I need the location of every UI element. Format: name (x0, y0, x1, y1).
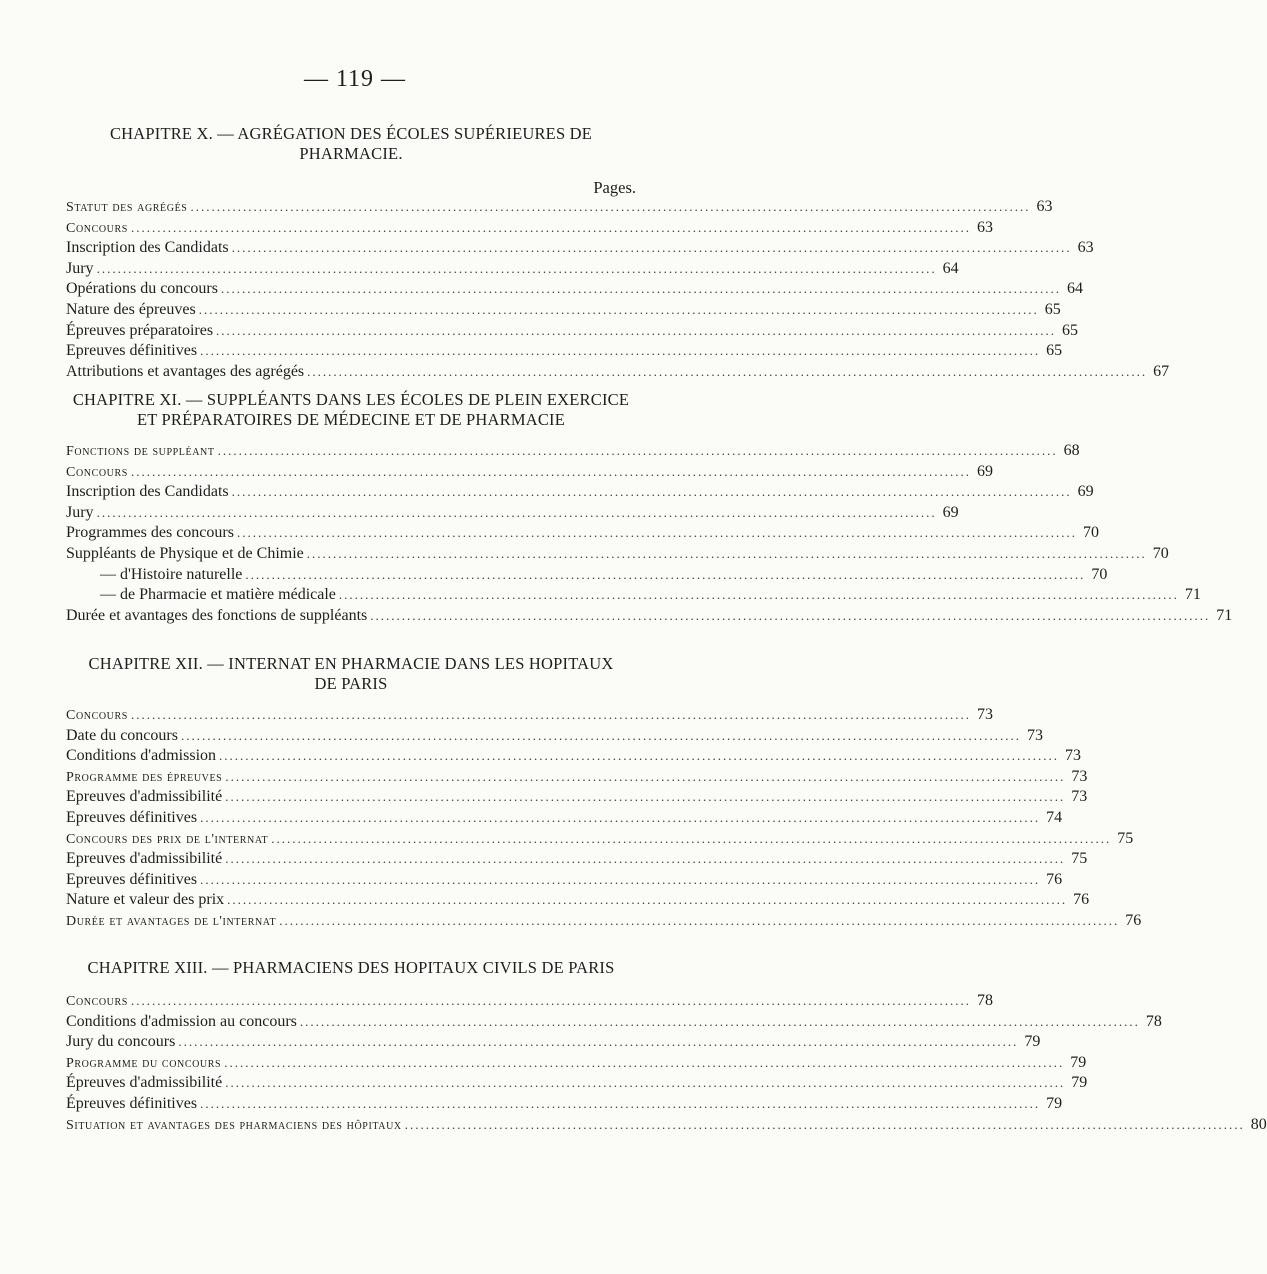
entry-label: Conditions d'admission au concours (66, 1012, 297, 1030)
entry-page-number: 73 (1026, 726, 1043, 744)
entry-label: Programme du concours (66, 1055, 222, 1071)
entry-label: Nature et valeur des prix (66, 891, 225, 909)
entry-page-number: 75 (1071, 850, 1088, 868)
entry-page-number: 74 (1046, 808, 1063, 826)
dot-leader: ................................................................................................................................................................ (245, 566, 1086, 582)
entry-label: Statut des agrégés (66, 200, 188, 215)
chapter-title (66, 390, 636, 430)
chapter-title (66, 124, 636, 164)
dot-leader: ................................................................................................................................................................ (225, 1075, 1066, 1091)
entry-label: Epreuves définitives (66, 870, 198, 888)
dot-leader: ................................................................................................................................................................ (216, 322, 1057, 338)
entry-label: Epreuves définitives (66, 342, 198, 360)
toc-entry (66, 1094, 1063, 1116)
chapter-xiii (66, 958, 1267, 1136)
dot-leader: ................................................................................................................................................................ (370, 607, 1211, 623)
chapter-title-line: CHAPITRE XIII. — PHARMACIENS DES HOPITAUX CIVILS DE PARIS (87, 958, 615, 977)
entry-label: Nature des épreuves (66, 300, 196, 318)
entry-page-number: 69 (1077, 483, 1094, 501)
entry-page-number: 79 (1071, 1074, 1088, 1092)
dot-leader: ................................................................................................................................................................ (178, 1034, 1019, 1050)
dot-leader: ................................................................................................................................................................ (200, 1095, 1041, 1111)
entry-page-number: 63 (1077, 239, 1094, 257)
toc-entry (66, 829, 1134, 851)
entry-label: Suppléants de Physique et de Chimie (66, 544, 304, 562)
dot-leader: ................................................................................................................................................................ (225, 789, 1066, 805)
entry-page-number: 70 (1152, 544, 1169, 562)
entry-page-number: 65 (1062, 321, 1079, 339)
toc-entry (66, 767, 1088, 789)
pages-label: Pages. (593, 178, 636, 197)
entry-label: Date du concours (66, 726, 178, 744)
entry-label: Épreuves préparatoires (66, 321, 214, 339)
entry-page-number: 64 (1066, 280, 1083, 298)
toc-entry (66, 808, 1063, 830)
dot-leader: ................................................................................................................................................................ (306, 545, 1147, 561)
toc-entry (66, 992, 993, 1013)
entry-page-number: 67 (1153, 362, 1170, 380)
entry-label: Inscription des Candidats (66, 483, 229, 501)
dot-leader: ................................................................................................................................................................ (338, 587, 1179, 603)
page-number: — 119 — (303, 66, 407, 92)
toc-entry (66, 1115, 1267, 1137)
dot-leader: ................................................................................................................................................................ (130, 993, 971, 1008)
toc-entry (66, 726, 1043, 748)
entry-page-number: 79 (1070, 1053, 1087, 1071)
chapter-x (66, 124, 1170, 383)
entry-page-number: 68 (1063, 442, 1080, 459)
toc-entry (66, 565, 1108, 587)
entry-label: Jury du concours (66, 1033, 176, 1051)
dot-leader: ................................................................................................................................................................ (231, 240, 1072, 256)
chapter-title-line: CHAPITRE XI. — SUPPLÉANTS DANS LES ÉCOLES DE PLEIN EXERCICE (72, 390, 630, 409)
entry-label: Programmes des concours (66, 524, 234, 542)
entry-page-number: 78 (1145, 1012, 1162, 1030)
entry-label: Concours (66, 708, 128, 723)
entry-label: Concours (66, 994, 128, 1009)
toc-entries (66, 992, 1267, 1136)
toc-entry (66, 911, 1142, 933)
entry-page-number: 73 (1065, 747, 1082, 765)
toc-entry (66, 218, 993, 240)
entry-label: Jury (66, 259, 94, 277)
entry-label: Fonctions de suppléant (66, 444, 215, 459)
dot-leader: ................................................................................................................................................................ (96, 504, 937, 520)
dot-leader: ................................................................................................................................................................ (130, 707, 971, 722)
dot-leader: ................................................................................................................................................................ (200, 343, 1041, 359)
toc-entry (66, 544, 1169, 566)
entry-page-number: 69 (976, 462, 993, 480)
toc-entry (66, 483, 1094, 504)
toc-entry (66, 342, 1063, 363)
toc-entry (66, 1012, 1162, 1034)
entry-page-number: 75 (1117, 829, 1134, 847)
entry-label: — de Pharmacie et matière médicale (100, 586, 336, 604)
toc-entry (66, 198, 1053, 219)
toc-entries (66, 442, 1233, 627)
entry-page-number: 63 (976, 218, 993, 236)
entry-page-number: 76 (1046, 870, 1063, 888)
chapter-title-line: ET PRÉPARATOIRES DE MÉDECINE ET DE PHARMACIE (136, 410, 566, 429)
dot-leader: ................................................................................................................................................................ (279, 912, 1120, 928)
entry-page-number: 73 (976, 706, 993, 723)
dot-leader: ................................................................................................................................................................ (219, 748, 1060, 764)
entry-page-number: 70 (1091, 565, 1108, 583)
entry-label: Concours (66, 464, 128, 480)
entry-page-number: 79 (1046, 1094, 1063, 1112)
dot-leader: ................................................................................................................................................................ (198, 301, 1039, 317)
entry-page-number: 80 (1250, 1115, 1267, 1133)
toc-entry (66, 850, 1088, 871)
entry-label: Jury (66, 503, 94, 521)
toc-entry (66, 462, 993, 484)
toc-entry (66, 606, 1233, 628)
toc-entry (66, 870, 1063, 892)
dot-leader: ................................................................................................................................................................ (404, 1116, 1245, 1132)
entry-page-number: 73 (1071, 767, 1088, 785)
toc-entry (66, 362, 1170, 384)
entry-label: Epreuves définitives (66, 808, 198, 826)
entry-label: Programme des épreuves (66, 769, 223, 785)
entry-page-number: 71 (1216, 606, 1233, 624)
entry-page-number: 63 (1036, 198, 1053, 215)
toc-entry (66, 321, 1079, 343)
dot-leader: ................................................................................................................................................................ (200, 871, 1041, 887)
chapter-title (66, 958, 636, 978)
toc-entry (66, 524, 1099, 545)
entry-label: Épreuves définitives (66, 1094, 198, 1112)
dot-leader: ................................................................................................................................................................ (307, 363, 1148, 379)
toc-entry (66, 1053, 1087, 1075)
toc-entry (66, 280, 1083, 301)
dot-leader: ................................................................................................................................................................ (180, 727, 1021, 743)
dot-leader: ................................................................................................................................................................ (130, 463, 971, 479)
toc-entry (66, 706, 993, 727)
chapter-xii (66, 654, 1142, 933)
entry-label: Attributions et avantages des agrégés (66, 362, 305, 380)
dot-leader: ................................................................................................................................................................ (224, 1054, 1065, 1070)
dot-leader: ................................................................................................................................................................ (200, 809, 1041, 825)
dot-leader: ................................................................................................................................................................ (96, 260, 937, 276)
toc-entry (66, 442, 1080, 463)
entry-label: Durée et avantages de l'internat (66, 913, 277, 929)
dot-leader: ................................................................................................................................................................ (225, 768, 1066, 784)
entry-label: Épreuves d'admissibilité (66, 1074, 223, 1092)
dot-leader: ................................................................................................................................................................ (227, 892, 1068, 908)
chapter-xi (66, 390, 1233, 627)
entry-label: Opérations du concours (66, 280, 218, 298)
entry-page-number: 69 (942, 503, 959, 521)
dot-leader: ................................................................................................................................................................ (217, 443, 1058, 458)
chapter-title-line: CHAPITRE XII. — INTERNAT EN PHARMACIE DANS LES HOPITAUX (88, 654, 614, 673)
entry-label: Epreuves d'admissibilité (66, 850, 223, 868)
chapter-title (66, 654, 636, 694)
toc-entries (66, 706, 1142, 933)
entry-label: Inscription des Candidats (66, 239, 229, 257)
entry-page-number: 76 (1125, 911, 1142, 929)
entry-page-number: 78 (976, 992, 993, 1009)
entry-label: Conditions d'admission (66, 747, 217, 765)
toc-entry (66, 300, 1061, 322)
toc-entry (66, 259, 959, 281)
dot-leader: ................................................................................................................................................................ (271, 830, 1112, 846)
entry-page-number: 73 (1071, 788, 1088, 806)
entry-page-number: 70 (1082, 524, 1099, 542)
toc-entry (66, 1033, 1041, 1054)
entry-page-number: 64 (942, 259, 959, 277)
toc-entry (66, 239, 1094, 260)
toc-entry (66, 747, 1082, 768)
entry-page-number: 76 (1073, 891, 1090, 909)
entry-label: Concours (66, 220, 128, 236)
entry-page-number: 65 (1044, 300, 1061, 318)
dot-leader: ................................................................................................................................................................ (299, 1013, 1140, 1029)
dot-leader: ................................................................................................................................................................ (236, 525, 1077, 541)
chapter-title-line: DE PARIS (314, 674, 388, 693)
toc-entry (66, 891, 1090, 912)
entry-label: Situation et avantages des pharmaciens des hôpitaux (66, 1117, 402, 1133)
dot-leader: ................................................................................................................................................................ (190, 199, 1031, 214)
dot-leader: ................................................................................................................................................................ (220, 281, 1061, 297)
entry-label: Concours des prix de l'internat (66, 831, 269, 847)
entry-label: — d'Histoire naturelle (100, 565, 243, 583)
toc-entry (66, 788, 1088, 809)
entry-page-number: 79 (1024, 1033, 1041, 1051)
toc-entry (66, 503, 959, 525)
toc-entry (66, 1074, 1088, 1095)
toc-entries (66, 198, 1170, 383)
entry-page-number: 71 (1184, 586, 1201, 604)
dot-leader: ................................................................................................................................................................ (130, 219, 971, 235)
entry-label: Epreuves d'admissibilité (66, 788, 223, 806)
dot-leader: ................................................................................................................................................................ (231, 484, 1072, 500)
toc-entry (66, 586, 1201, 607)
chapter-title-line: CHAPITRE X. — AGRÉGATION DES ÉCOLES SUPÉRIEURES DE PHARMACIE. (109, 124, 593, 163)
entry-label: Durée et avantages des fonctions de suppléants (66, 606, 368, 624)
dot-leader: ................................................................................................................................................................ (225, 851, 1066, 867)
entry-page-number: 65 (1046, 342, 1063, 360)
